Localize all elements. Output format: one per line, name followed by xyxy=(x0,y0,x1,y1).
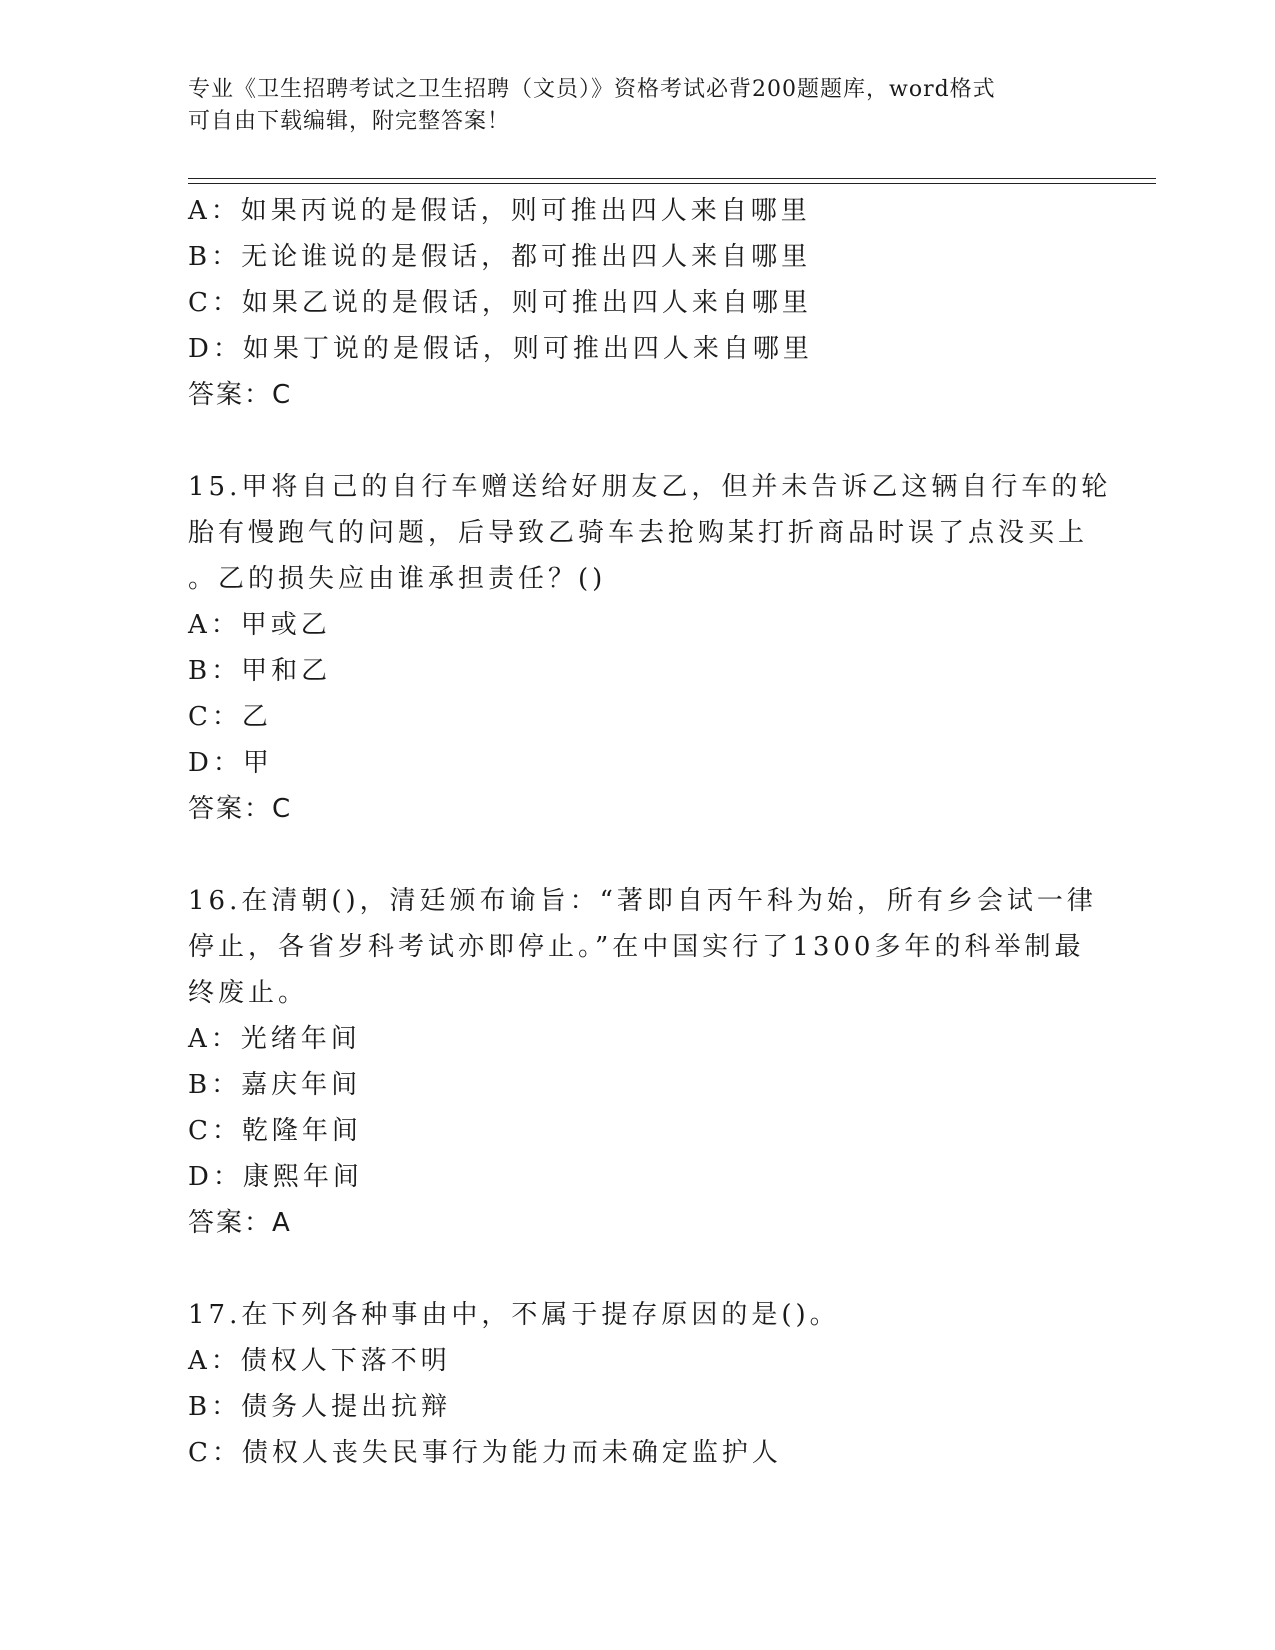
page-header xyxy=(188,74,1068,138)
question-stem-line: 17.在下列各种事由中，不属于提存原因的是()。 xyxy=(188,1300,840,1330)
header-title-line-1: 专业《卫生招聘考试之卫生招聘（文员）》资格考试必背200题题库，word格式 xyxy=(188,77,996,102)
header-title-line-2: 可自由下载编辑，附完整答案！ xyxy=(188,109,511,134)
option-a: A：如果丙说的是假话，则可推出四人来自哪里 xyxy=(188,196,811,226)
option-c: C：乾隆年间 xyxy=(188,1116,362,1146)
spacer xyxy=(188,418,1088,464)
option-b: B：债务人提出抗辩 xyxy=(188,1392,452,1422)
header-divider-bottom xyxy=(188,183,1156,184)
option-a: A：债权人下落不明 xyxy=(188,1346,451,1376)
question-stem-line: 胎有慢跑气的问题，后导致乙骑车去抢购某打折商品时误了点没买上 xyxy=(188,518,1089,548)
answer-line: 答案：C xyxy=(188,380,293,410)
answer-line: 答案：A xyxy=(188,1208,292,1238)
option-b: B：无论谁说的是假话，都可推出四人来自哪里 xyxy=(188,242,812,272)
option-d: D：如果丁说的是假话，则可推出四人来自哪里 xyxy=(188,334,813,364)
question-stem-line: 16.在清朝()，清廷颁布谕旨：“著即自丙午科为始，所有乡会试一律 xyxy=(188,886,1097,916)
option-b: B：嘉庆年间 xyxy=(188,1070,362,1100)
question-stem-line: 。乙的损失应由谁承担责任？() xyxy=(188,564,607,594)
option-d: D：甲 xyxy=(188,748,273,778)
option-a: A：甲或乙 xyxy=(188,610,331,640)
option-b: B：甲和乙 xyxy=(188,656,332,686)
option-c: C：乙 xyxy=(188,702,272,732)
spacer xyxy=(188,832,1088,878)
question-14-continued xyxy=(188,188,1088,418)
option-a: A：光绪年间 xyxy=(188,1024,361,1054)
spacer xyxy=(188,1246,1088,1292)
question-stem-line: 停止，各省岁科考试亦即停止。”在中国实行了1300多年的科举制最 xyxy=(188,932,1085,962)
option-c: C：如果乙说的是假话，则可推出四人来自哪里 xyxy=(188,288,812,318)
option-c: C：债权人丧失民事行为能力而未确定监护人 xyxy=(188,1438,782,1468)
question-list xyxy=(188,188,1112,1476)
question-stem-line: 15.甲将自己的自行车赠送给好朋友乙，但并未告诉乙这辆自行车的轮 xyxy=(188,472,1112,502)
option-d: D：康熙年间 xyxy=(188,1162,363,1192)
question-15 xyxy=(188,464,1112,832)
answer-line: 答案：C xyxy=(188,794,293,824)
question-16 xyxy=(188,878,1097,1246)
question-stem-line: 终废止。 xyxy=(188,978,309,1008)
question-17 xyxy=(188,1292,1088,1476)
header-divider-top xyxy=(188,178,1156,179)
